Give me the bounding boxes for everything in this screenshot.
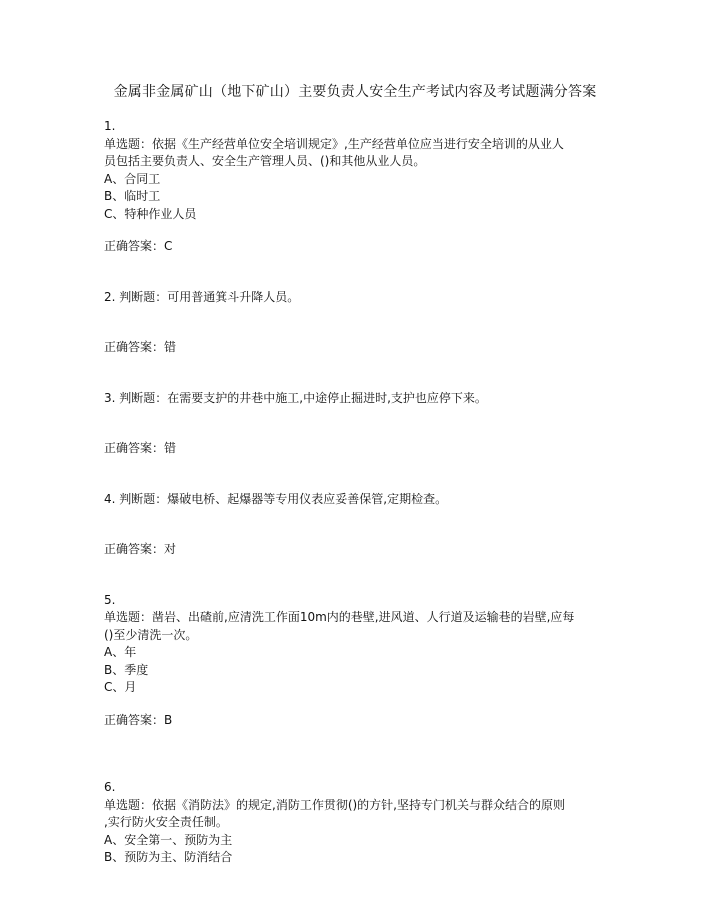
question-1-option-a: A、合同工 xyxy=(104,171,161,186)
question-5-option-b: B、季度 xyxy=(104,662,149,677)
question-1-option-b: B、临时工 xyxy=(104,189,161,203)
question-6-number: 6. xyxy=(104,780,116,794)
question-6-option-a: A、安全第一、预防为主 xyxy=(104,832,233,847)
question-5 xyxy=(104,592,624,730)
question-5-text-line-1: 单选题：凿岩、出碴前,应清洗工作面10m内的巷壁,进风道、人行道及运输巷的岩壁,应每 xyxy=(104,610,575,624)
question-5-text-line-2: ()至少清洗一次。 xyxy=(104,627,198,642)
question-1 xyxy=(104,118,624,256)
question-4-text: 4. 判断题：爆破电桥、起爆器等专用仪表应妥善保管,定期检查。 xyxy=(104,491,448,506)
question-1-text-line-2: 员包括主要负责人、安全生产管理人员、()和其他从业人员。 xyxy=(104,154,426,168)
question-1-text-line-1: 单选题：依据《生产经营单位安全培训规定》,生产经营单位应当进行安全培训的从业人 xyxy=(104,136,564,151)
question-4 xyxy=(104,491,624,559)
question-2 xyxy=(104,289,624,357)
question-1-number: 1. xyxy=(104,119,116,133)
question-6-text-line-2: ,实行防火安全责任制。 xyxy=(104,815,228,829)
question-2-answer: 正确答案：错 xyxy=(104,340,177,354)
question-list xyxy=(104,118,624,867)
question-6 xyxy=(104,779,624,867)
question-1-option-c: C、特种作业人员 xyxy=(104,206,197,221)
document-title: 金属非金属矿山（地下矿山）主要负责人安全生产考试内容及考试题满分答案 xyxy=(113,84,597,100)
question-5-number: 5. xyxy=(104,592,116,607)
question-3 xyxy=(104,390,624,458)
question-3-answer: 正确答案：错 xyxy=(104,441,177,455)
question-6-text-line-1: 单选题：依据《消防法》的规定,消防工作贯彻()的方针,坚持专门机关与群众结合的原则 xyxy=(104,797,565,812)
question-4-answer: 正确答案：对 xyxy=(104,542,177,556)
question-6-option-b: B、预防为主、防消结合 xyxy=(104,850,233,864)
question-3-text: 3. 判断题：在需要支护的井巷中施工,中途停止掘进时,支护也应停下来。 xyxy=(104,390,487,405)
question-5-option-a: A、年 xyxy=(104,645,137,659)
question-2-text: 2. 判断题：可用普通箕斗升降人员。 xyxy=(104,289,300,304)
question-1-answer: 正确答案：C xyxy=(104,239,173,253)
question-5-answer: 正确答案：B xyxy=(104,712,173,727)
question-5-option-c: C、月 xyxy=(104,680,137,694)
